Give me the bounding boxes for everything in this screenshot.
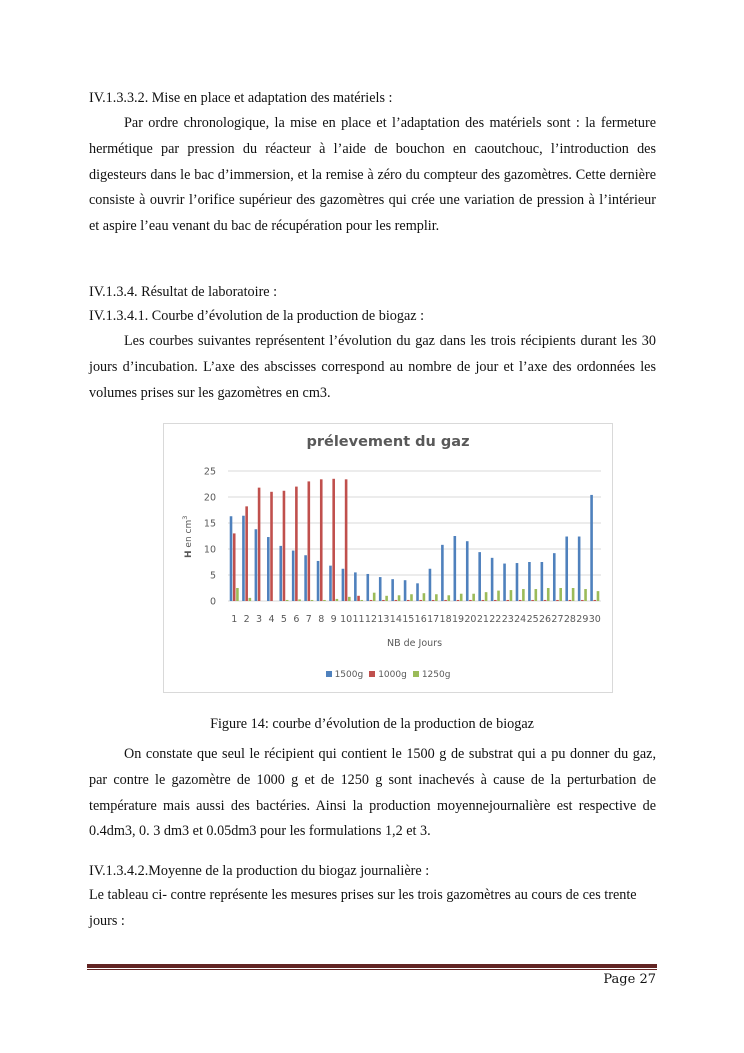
x-tick-label: 25 bbox=[526, 614, 539, 625]
x-tick-label: 16 bbox=[414, 614, 427, 625]
bar-1250g bbox=[522, 589, 525, 601]
bar-1250g bbox=[423, 593, 426, 601]
chart-plot-area bbox=[164, 424, 614, 694]
bar-1250g bbox=[398, 595, 401, 601]
bar-1000g bbox=[531, 600, 534, 601]
x-tick-label: 17 bbox=[427, 614, 440, 625]
bar-1000g bbox=[332, 479, 335, 601]
bar-1000g bbox=[469, 600, 472, 601]
section-heading-resultat: IV.1.3.4. Résultat de laboratoire : bbox=[89, 284, 278, 300]
x-tick-label: 15 bbox=[402, 614, 415, 625]
bar-1500g bbox=[466, 541, 469, 601]
bar-1500g bbox=[503, 564, 506, 601]
bar-1250g bbox=[572, 588, 575, 601]
bar-1500g bbox=[441, 545, 444, 601]
x-tick-label: 26 bbox=[539, 614, 552, 625]
bar-1000g bbox=[308, 481, 311, 601]
bar-1250g bbox=[485, 592, 488, 601]
y-tick-label: 0 bbox=[209, 596, 216, 608]
bar-1500g bbox=[366, 574, 369, 601]
legend-label: 1000g bbox=[378, 670, 407, 680]
section-heading-moyenne: IV.1.3.4.2.Moyenne de la production du biogaz journalière : bbox=[89, 863, 430, 879]
bar-1500g bbox=[230, 516, 233, 601]
bar-1500g bbox=[354, 572, 357, 601]
bar-1000g bbox=[556, 600, 559, 601]
x-tick-label: 8 bbox=[318, 614, 325, 625]
bar-1500g bbox=[342, 569, 345, 601]
bar-1250g bbox=[597, 591, 600, 601]
bar-1250g bbox=[447, 595, 450, 601]
bar-1250g bbox=[460, 594, 463, 601]
bar-1000g bbox=[258, 488, 261, 601]
paragraph-constat: On constate que seul le récipient qui contient le 1500 g de substrat qui a pu donner du gaz, par contre le gazomètre de 1000 g et de 1250 g sont inachevés à cause de la perturbation de température mais aussi des bactéries. Ainsi la production moyennejournalière est respective de 0.4dm3, 0. 3 dm3 et 0.05dm3 pour les formulations 1,2 et 3. bbox=[89, 746, 656, 840]
bar-1250g bbox=[435, 594, 438, 601]
bar-1250g bbox=[286, 600, 289, 601]
bar-1250g bbox=[311, 600, 314, 601]
x-tick-label: 30 bbox=[588, 614, 601, 625]
x-tick-label: 24 bbox=[514, 614, 527, 625]
legend-item-1250g bbox=[413, 670, 451, 680]
legend-item-1000g bbox=[369, 670, 407, 680]
y-tick-label: 25 bbox=[203, 466, 216, 478]
bar-1250g bbox=[510, 590, 513, 601]
y-tick-label: 5 bbox=[209, 570, 216, 582]
bar-1250g bbox=[559, 588, 562, 601]
bar-1250g bbox=[472, 594, 475, 601]
bar-1250g bbox=[298, 599, 301, 601]
y-tick-label: 10 bbox=[203, 544, 216, 556]
chart-legend bbox=[164, 670, 612, 680]
x-tick-label: 20 bbox=[464, 614, 477, 625]
x-tick-label: 18 bbox=[439, 614, 452, 625]
x-tick-label: 23 bbox=[501, 614, 514, 625]
bar-1000g bbox=[270, 492, 273, 601]
legend-swatch-icon bbox=[326, 671, 332, 677]
bar-1250g bbox=[236, 588, 239, 601]
x-tick-label: 1 bbox=[231, 614, 238, 625]
x-tick-label: 11 bbox=[352, 614, 365, 625]
legend-swatch-icon bbox=[369, 671, 375, 677]
bar-1500g bbox=[255, 529, 258, 601]
bar-1500g bbox=[292, 551, 295, 601]
bar-1000g bbox=[494, 600, 497, 601]
bar-1000g bbox=[320, 479, 323, 601]
x-tick-label: 12 bbox=[364, 614, 378, 625]
bar-1000g bbox=[370, 600, 373, 601]
paragraph-mise-en-place: Par ordre chronologique, la mise en place et l’adaptation des matériels sont : la fermeture hermétique par pression du réacteur à l’aide de bouchon en caoutchouc, l’introduction des digesteurs dans le bac d’immersion, et la remise à zéro du compteur des gazomètres. Cette dernière consiste à ouvrir l’orifice supérieur des gazomètres qui crée une variation de pression à l’intérieur et aspire l’eau venant du bac de récupération pour les remplir. bbox=[89, 115, 656, 235]
x-tick-label: 3 bbox=[256, 614, 263, 625]
bar-1250g bbox=[410, 594, 413, 601]
footer-rule-thick bbox=[87, 964, 657, 968]
legend-label: 1500g bbox=[334, 670, 364, 680]
bar-1000g bbox=[382, 600, 385, 601]
bar-1500g bbox=[478, 552, 481, 601]
bar-1500g bbox=[541, 562, 544, 601]
bar-1500g bbox=[528, 562, 531, 601]
bar-1000g bbox=[544, 600, 547, 601]
bar-1500g bbox=[553, 553, 556, 601]
bar-1250g bbox=[360, 600, 363, 601]
paragraph-tableau: Le tableau ci- contre représente les mesures prises sur les trois gazomètres au cours de ces trente jours : bbox=[89, 887, 637, 929]
bar-1250g bbox=[323, 600, 326, 601]
bar-1500g bbox=[329, 566, 332, 601]
figure-caption: Figure 14: courbe d’évolution de la production de biogaz bbox=[210, 716, 534, 732]
bar-1500g bbox=[317, 561, 320, 601]
bar-1500g bbox=[416, 583, 419, 601]
bar-1500g bbox=[279, 546, 282, 601]
bar-1000g bbox=[482, 600, 485, 601]
bar-1000g bbox=[283, 491, 286, 601]
bar-1000g bbox=[593, 600, 596, 601]
x-tick-label: 7 bbox=[305, 614, 312, 625]
bar-1000g bbox=[295, 487, 298, 601]
bar-1500g bbox=[454, 536, 457, 601]
bar-1000g bbox=[245, 506, 248, 601]
legend-item-1500g bbox=[326, 670, 364, 680]
bar-1000g bbox=[506, 600, 509, 601]
bar-1250g bbox=[348, 597, 351, 601]
bar-1000g bbox=[569, 600, 572, 601]
y-tick-label: 20 bbox=[203, 492, 216, 504]
bar-1250g bbox=[385, 596, 388, 601]
bar-1000g bbox=[345, 479, 348, 601]
x-tick-label: 22 bbox=[489, 614, 502, 625]
bar-1250g bbox=[373, 593, 376, 601]
x-tick-label: 4 bbox=[268, 614, 275, 625]
paragraph-courbe: Les courbes suivantes représentent l’évolution du gaz dans les trois récipients durant les 30 jours d’incubation. L’axe des abscisses correspond au nombre de jour et l’axe des ordonnées les volumes prises sur les gazomètres en cm3. bbox=[89, 333, 656, 401]
bar-1500g bbox=[379, 577, 382, 601]
bar-1500g bbox=[242, 516, 245, 601]
bar-1500g bbox=[304, 555, 307, 601]
bar-1500g bbox=[590, 495, 593, 601]
x-tick-label: 2 bbox=[243, 614, 250, 625]
x-tick-label: 21 bbox=[476, 614, 489, 625]
legend-label: 1250g bbox=[421, 670, 451, 680]
section-heading-courbe: IV.1.3.4.1. Courbe d’évolution de la production de biogaz : bbox=[89, 308, 425, 324]
bar-1250g bbox=[497, 591, 500, 601]
biogas-chart bbox=[163, 423, 613, 693]
bar-1500g bbox=[267, 537, 270, 601]
x-tick-label: 13 bbox=[377, 614, 390, 625]
bar-1000g bbox=[407, 600, 410, 601]
x-tick-label: 5 bbox=[280, 614, 287, 625]
section-heading-mise-en-place: IV.1.3.3.2. Mise en place et adaptation des matériels : bbox=[89, 90, 393, 106]
bar-1000g bbox=[432, 600, 435, 601]
bar-1250g bbox=[547, 588, 550, 601]
x-axis-title: NB de Jours bbox=[386, 638, 443, 649]
bar-1250g bbox=[584, 589, 587, 601]
bar-1250g bbox=[336, 599, 339, 601]
chart-title: prélevement du gaz bbox=[306, 434, 470, 450]
bar-1500g bbox=[516, 563, 519, 601]
bar-1000g bbox=[581, 600, 584, 601]
bar-1000g bbox=[444, 600, 447, 601]
bar-1000g bbox=[357, 596, 360, 601]
bar-1500g bbox=[404, 580, 407, 601]
x-tick-label: 10 bbox=[340, 614, 353, 625]
x-tick-label: 14 bbox=[389, 614, 402, 625]
x-tick-label: 19 bbox=[451, 614, 465, 625]
bar-1500g bbox=[429, 569, 432, 601]
x-tick-label: 27 bbox=[551, 614, 564, 625]
bar-1500g bbox=[491, 558, 494, 601]
bar-1000g bbox=[457, 600, 460, 601]
legend-swatch-icon bbox=[413, 671, 419, 677]
bar-1250g bbox=[249, 598, 252, 601]
bar-1000g bbox=[233, 533, 236, 601]
y-tick-label: 15 bbox=[203, 518, 216, 530]
bar-1000g bbox=[519, 600, 522, 601]
bar-1250g bbox=[535, 589, 538, 601]
x-tick-label: 29 bbox=[576, 614, 589, 625]
y-axis-title: H en $cm^3$ bbox=[181, 515, 194, 558]
bar-1500g bbox=[565, 537, 568, 601]
x-tick-label: 6 bbox=[293, 614, 300, 625]
x-tick-label: 9 bbox=[330, 614, 337, 625]
bar-1000g bbox=[395, 600, 398, 601]
bar-1000g bbox=[419, 600, 422, 601]
x-tick-label: 28 bbox=[563, 614, 576, 625]
bar-1500g bbox=[578, 537, 581, 601]
footer-rule-thin bbox=[87, 969, 657, 970]
page-number: Page 27 bbox=[603, 972, 656, 987]
bar-1500g bbox=[391, 579, 394, 601]
